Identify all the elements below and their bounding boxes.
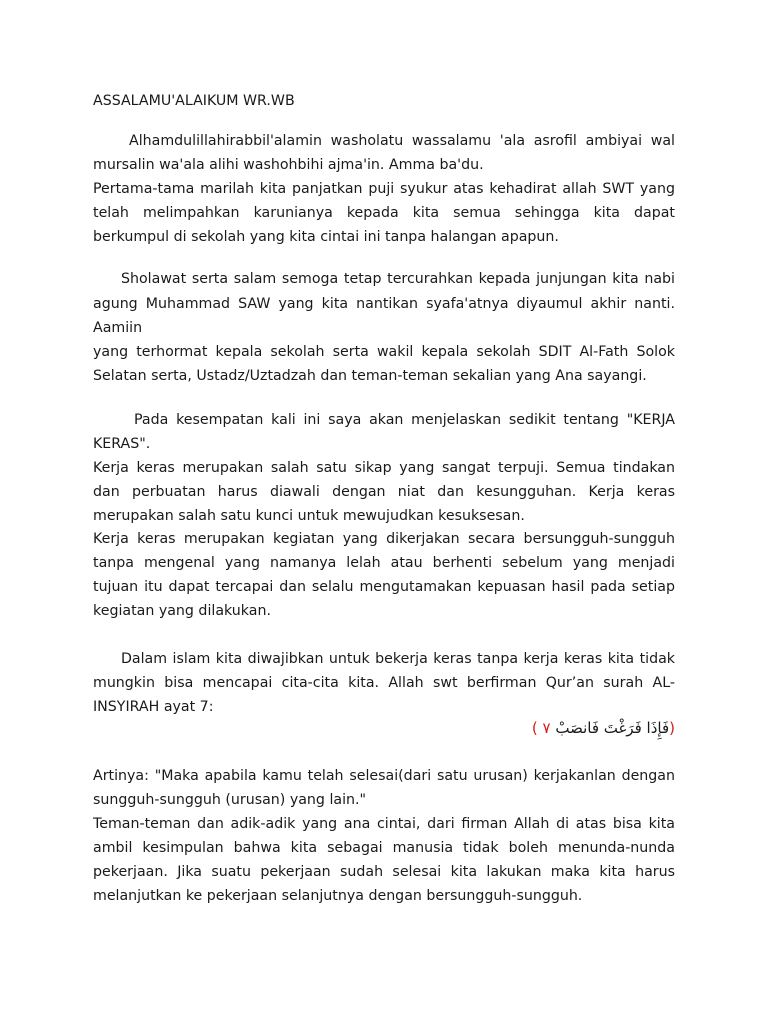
paragraph-3-line-7: tanpa mengenal yang namanya lelah atau berhenti sebelum yang menjadi	[93, 555, 675, 571]
paragraph-3-line-1: Pada kesempatan kali ini saya akan menjelaskan sedikit tentang "KERJA	[134, 412, 675, 428]
paragraph-5-line-4: ambil kesimpulan bahwa kita sebagai manusia tidak boleh menunda-nunda	[93, 840, 675, 856]
document-page	[93, 0, 675, 1024]
paragraph-1-line-1: Alhamdulillahirabbil'alamin washolatu wassalamu 'ala asrofil ambiyai wal	[129, 133, 675, 149]
paragraph-1-line-3: Pertama-tama marilah kita panjatkan puji syukur atas kehadirat allah SWT yang	[93, 181, 675, 197]
paragraph-3-line-3: Kerja keras merupakan salah satu sikap yang sangat terpuji. Semua tindakan	[93, 460, 675, 476]
paragraph-3-line-9: kegiatan yang dilakukan.	[93, 603, 271, 619]
verse-number: ٧	[542, 719, 551, 737]
paragraph-1-line-4: telah melimpahkan karunianya kepada kita semua sehingga kita dapat	[93, 205, 675, 221]
paragraph-1-line-2: mursalin wa'ala alihi washohbihi ajma'in. Amma ba'du.	[93, 157, 484, 173]
paragraph-2-line-1: Sholawat serta salam semoga tetap tercurahkan kepada junjungan kita nabi	[121, 271, 675, 287]
paragraph-5-line-5: pekerjaan. Jika suatu pekerjaan sudah selesai kita lakukan maka kita harus	[93, 864, 675, 880]
verse-text: فَإِذَا فَرَغْتَ فَانصَبْ	[555, 719, 670, 737]
paragraph-3-line-2: KERAS".	[93, 436, 151, 452]
paragraph-4-line-3: INSYIRAH ayat 7:	[93, 699, 214, 715]
verse-open-paren: (	[669, 719, 675, 737]
paragraph-3-line-6: Kerja keras merupakan kegiatan yang dikerjakan secara bersungguh-sungguh	[93, 531, 675, 547]
paragraph-3-line-4: dan perbuatan harus diawali dengan niat dan kesungguhan. Kerja keras	[93, 484, 675, 500]
paragraph-4-line-2: mungkin bisa mencapai cita-cita kita. Allah swt berfirman Qur’an surah AL-	[93, 675, 675, 691]
paragraph-5-line-6: melanjutkan ke pekerjaan selanjutnya dengan bersungguh-sungguh.	[93, 888, 583, 904]
paragraph-2-line-5: Selatan serta, Ustadz/Uztadzah dan teman-teman sekalian yang Ana sayangi.	[93, 368, 647, 384]
quran-verse	[532, 716, 675, 740]
paragraph-3-line-5: merupakan salah satu kunci untuk mewujudkan kesuksesan.	[93, 508, 525, 524]
paragraph-2-line-2: agung Muhammad SAW yang kita nantikan syafa'atnya diyaumul akhir nanti.	[93, 296, 675, 312]
paragraph-2-line-4: yang terhormat kepala sekolah serta wakil kepala sekolah SDIT Al-Fath Solok	[93, 344, 675, 360]
paragraph-3-line-8: tujuan itu dapat tercapai dan selalu mengutamakan kepuasan hasil pada setiap	[93, 579, 675, 595]
paragraph-5-line-3: Teman-teman dan adik-adik yang ana cintai, dari firman Allah di atas bisa kita	[93, 816, 675, 832]
paragraph-5-line-1: Artinya: "Maka apabila kamu telah selesai(dari satu urusan) kerjakanlan dengan	[93, 768, 675, 784]
paragraph-1-line-5: berkumpul di sekolah yang kita cintai ini tanpa halangan apapun.	[93, 229, 559, 245]
greeting: ASSALAMU'ALAIKUM WR.WB	[93, 93, 295, 109]
paragraph-5-line-2: sungguh-sungguh (urusan) yang lain."	[93, 792, 367, 808]
paragraph-4-line-1: Dalam islam kita diwajibkan untuk bekerja keras tanpa kerja keras kita tidak	[121, 651, 675, 667]
paragraph-2-line-3: Aamiin	[93, 320, 143, 336]
verse-close-paren: )	[531, 719, 538, 737]
